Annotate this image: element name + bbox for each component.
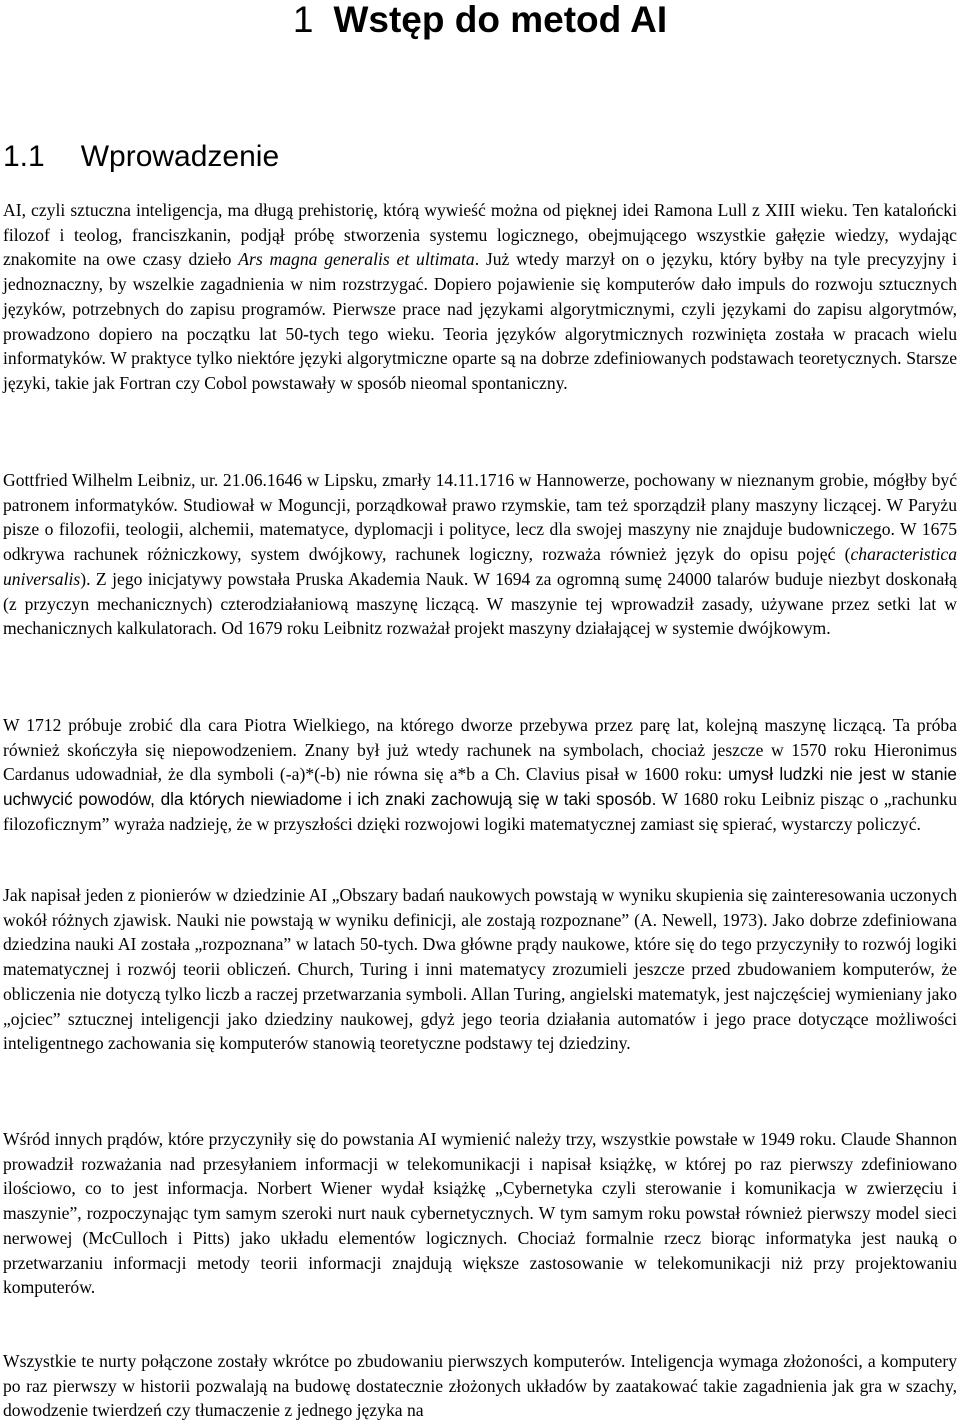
paragraph-1-text-a: AI, czyli sztuczna inteligencja, ma długą prehistorię, którą wywieść można od pięknej idei Ramona Lull z XIII wieku. Ten katalońcki filozof i teolog, franciszkanin, podjął próbę stworzenia systemu logicznego, obejmującego wszystkie gałęzie wiedzy, wydając znakomite na owe czasy dzieło	[3, 200, 957, 270]
chapter-heading	[0, 0, 960, 40]
section-title: Wprowadzenie	[80, 140, 280, 173]
paragraph-1	[3, 198, 957, 396]
paragraph-3	[3, 713, 957, 837]
paragraph-2-text-c: ). Z jego inicjatywy powstała Pruska Akademia Nauk. W 1694 za ogromną sumę 24000 talarów buduje niezbyt doskonałą (z przyczyn mechanicznych) czterodziałaniową maszynę liczącą. W maszynie tej wprowadził zasady, używane przez setki lat w mechanicznych kalkulatorach. Od 1679 roku Leibnitz rozważał projekt maszyny działającej w systemie dwójkowym.	[3, 568, 957, 639]
book-title-italic: Ars magna generalis et ultimata	[238, 249, 475, 270]
chapter-title: Wstęp do metod AI	[333, 0, 668, 40]
paragraph-3-text-c: W 1680 roku Leibniz pisząc o „rachunku filozoficznym” wyraża nadzieję, że w przyszłości dzięki rozwojowi logiki matematycznej zamiast się spierać, wystarczy policzyć.	[3, 789, 957, 834]
paragraph-3-text-a: W 1712 próbuje zrobić dla cara Piotra Wielkiego, na którego dworze przebywa przez parę lat, kolejną maszynę liczącą. Ta próba również skończyła się niepowodzeniem. Znany był już wtedy rachunek na symbolach, chociaż jeszcze w 1570 roku Hieronimus Cardanus udowadniał, że dla symboli (-a)*(-b) nie równa się a*b a Ch. Clavius pisał w 1600 roku:	[3, 715, 957, 785]
section-heading	[3, 139, 279, 175]
clavius-quote: umysł ludzki nie jest w stanie uchwycić powodów, dla których niewiadome i ich znaki zachowują się w taki sposób.	[3, 764, 957, 810]
paragraph-2-text-a: Gottfried Wilhelm Leibniz, ur. 21.06.1646 w Lipsku, zmarły 14.11.1716 w Hannowerze, pochowany w nieznanym grobie, mógłby być patronem informatyków. Studiował w Moguncji, porządkował prawo rzymskie, tam też sporządził plany maszyny liczącej. W Paryżu pisze o filozofii, teologii, alchemii, matematyce, dyplomacji i polityce, lecz dla swojej maszyny nie znajduje budowniczego. W 1675 odkrywa rachunek różniczkowy, system dwójkowy, rachunek logiczny, rozważa również język do opisu pojęć (	[3, 470, 957, 565]
latin-term-italic: characteristica universalis	[3, 544, 957, 589]
paragraph-1-text-c: . Już wtedy marzył on o języku, który byłby na tyle precyzyjny i jednoznaczny, by wszelkie zagadnienia w nim rozstrzygać. Dopiero pojawienie się komputerów dało impuls do rozwoju sztucznych języków, potrzebnych do zapisu programów. Pierwsze prace nad językami algorytmicznymi, czyli językami do zapisu algorytmów, prowadzono dopiero na początku lat 50-tych tego wieku. Teoria języków algorytmicznych rozwinięta została w pracach wielu informatyków. W praktyce tylko niektóre języki algorytmiczne oparte są na dobrze zdefiniowanych podstawach teoretycznych. Starsze języki, takie jak Fortran czy Cobol powstawały w sposób nieomal spontaniczny.	[3, 249, 957, 393]
section-number: 1.1	[3, 140, 45, 173]
paragraph-6: Wszystkie te nurty połączone zostały wkrótce po zbudowaniu pierwszych komputerów. Inteligencja wymaga złożoności, a komputery po raz pierwszy w historii pozwalają na budowę dostatecznie złożonych układów by zaatakować takie zagadnienia jak gra w szachy, dowodzenie twierdzeń czy tłumaczenie z jednego języka na	[3, 1351, 957, 1421]
paragraph-5: Wśród innych prądów, które przyczyniły się do powstania AI wymienić należy trzy, wszystkie powstałe w 1949 roku. Claude Shannon prowadził rozważania nad przesyłaniem informacji w telekomunikacji i napisał książkę, w której po raz pierwszy zdefiniowano ilościowo, co to jest informacja. Norbert Wiener wydał książkę „Cybernetyka czyli sterowanie i komunikacja w zwierzęciu i maszynie”, rozpoczynając tym samym szeroki nurt nauk cybernetycznych. W tym samym roku powstał również pierwszy model sieci nerwowej (McCulloch i Pitts) jako układu elementów logicznych. Chociaż formalnie rzecz biorąc informatyka jest nauką o przetwarzaniu informacji metody teorii informacji znajdują większe zastosowanie w telekomunikacji niż przy projektowaniu komputerów.	[3, 1129, 957, 1298]
paragraph-2	[3, 468, 957, 641]
chapter-number: 1	[292, 0, 314, 40]
paragraph-4: Jak napisał jeden z pionierów w dziedzinie AI „Obszary badań naukowych powstają w wyniku skupienia się zainteresowania uczonych wokół różnych zjawisk. Nauki nie powstają w wyniku definicji, ale zostają rozpoznane” (A. Newell, 1973). Jako dobrze zdefiniowana dziedzina nauki AI została „rozpoznana” w latach 50-tych. Dwa główne prądy naukowe, które się do tego przyczyniły to rozwój logiki matematycznej i rozwój teorii obliczeń. Church, Turing i inni matematycy zrozumieli jeszcze przed zbudowaniem komputerów, że obliczenia nie dotyczą tylko liczb a raczej przetwarzania symboli. Allan Turing, angielski matematyk, jest najczęściej wymieniany jako „ojciec” sztucznej inteligencji jako dziedziny naukowej, gdyż jego teoria działania automatów i jego prace dotyczące możliwości inteligentnego zachowania się komputerów stanowią teoretyczne podstawy tej dziedziny.	[3, 885, 957, 1054]
